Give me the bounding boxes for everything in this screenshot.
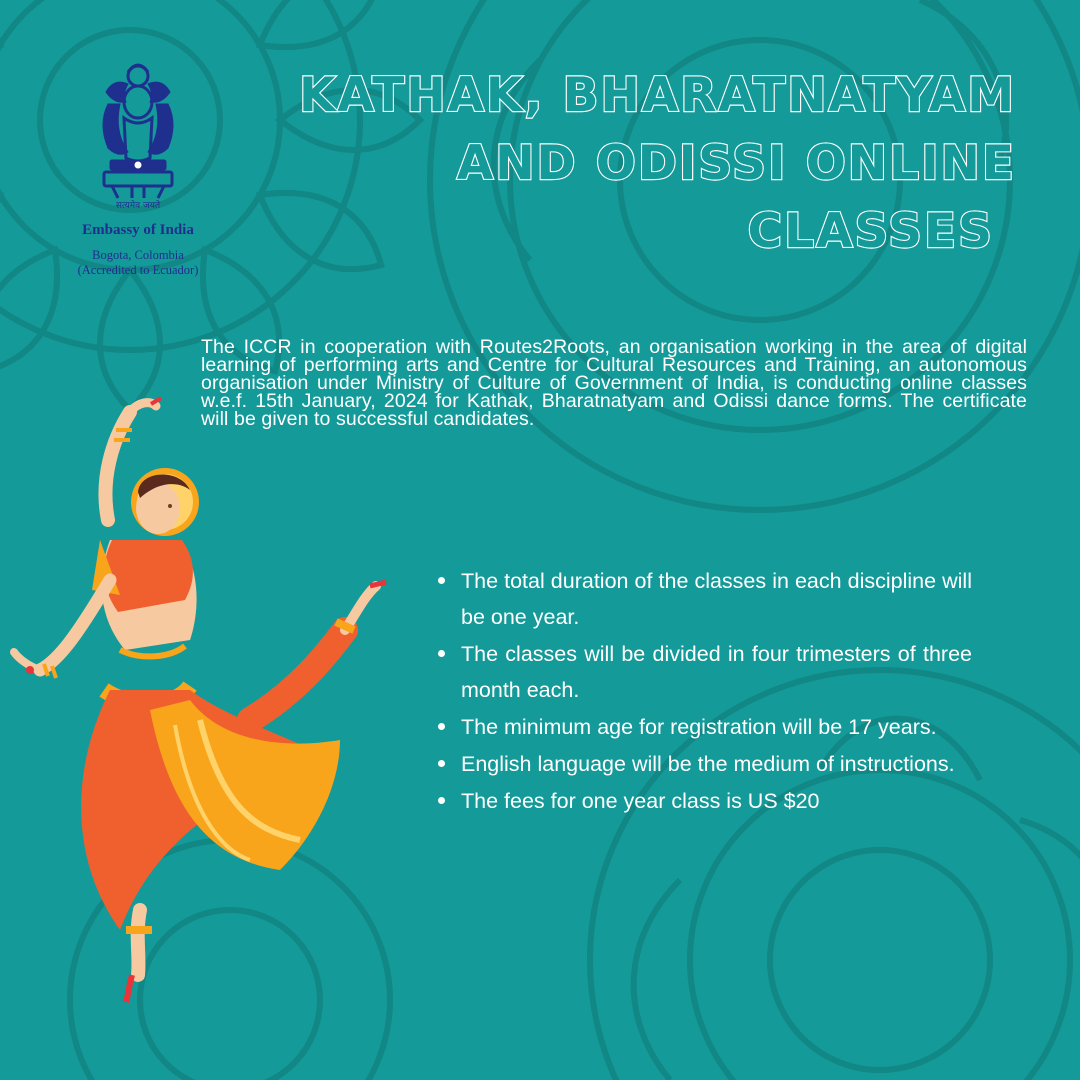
title-line: CLASSES [747, 204, 994, 259]
embassy-city: Bogota, Colombia [92, 248, 184, 262]
list-item [436, 563, 972, 635]
emblem-motto: सत्यमेव जयते [115, 201, 161, 211]
national-emblem-icon [88, 62, 188, 204]
dancer-illustration-icon [0, 390, 400, 1010]
page-title [230, 62, 1016, 266]
bullet-dot-icon [438, 760, 445, 767]
list-item-text: English language will be the medium of instructions. [461, 752, 955, 776]
list-item-text: The fees for one year class is US $20 [461, 789, 820, 813]
embassy-accreditation: (Accredited to Ecuador) [77, 263, 199, 277]
list-item [436, 746, 972, 782]
list-item-text: The minimum age for registration will be 17 years. [461, 715, 937, 739]
bullet-dot-icon [438, 650, 445, 657]
title-line: AND ODISSI ONLINE [456, 136, 1016, 191]
list-item-text: The classes will be divided in four trimesters of three month each. [461, 642, 972, 702]
list-item [436, 636, 972, 708]
embassy-name: Embassy of India [82, 222, 194, 238]
bullet-dot-icon [438, 577, 445, 584]
title-line: KATHAK, BHARATNATYAM [299, 68, 1016, 123]
list-item [436, 709, 972, 745]
bullet-dot-icon [438, 797, 445, 804]
list-item [436, 783, 972, 819]
list-item-text: The total duration of the classes in each discipline will be one year. [461, 569, 972, 629]
info-list [436, 563, 972, 820]
bullet-dot-icon [438, 723, 445, 730]
intro-paragraph: The ICCR in cooperation with Routes2Roots, an organisation working in the area of digital learning of performing arts and Centre for Cultural Resources and Training, an autonomous organisation under Ministry of Culture of Government of India, is conducting online classes w.e.f. 15th January, 2024 for Kathak, Bharatnatyam and Odissi dance forms. The certificate will be given to successful candidates. [201, 336, 1027, 430]
